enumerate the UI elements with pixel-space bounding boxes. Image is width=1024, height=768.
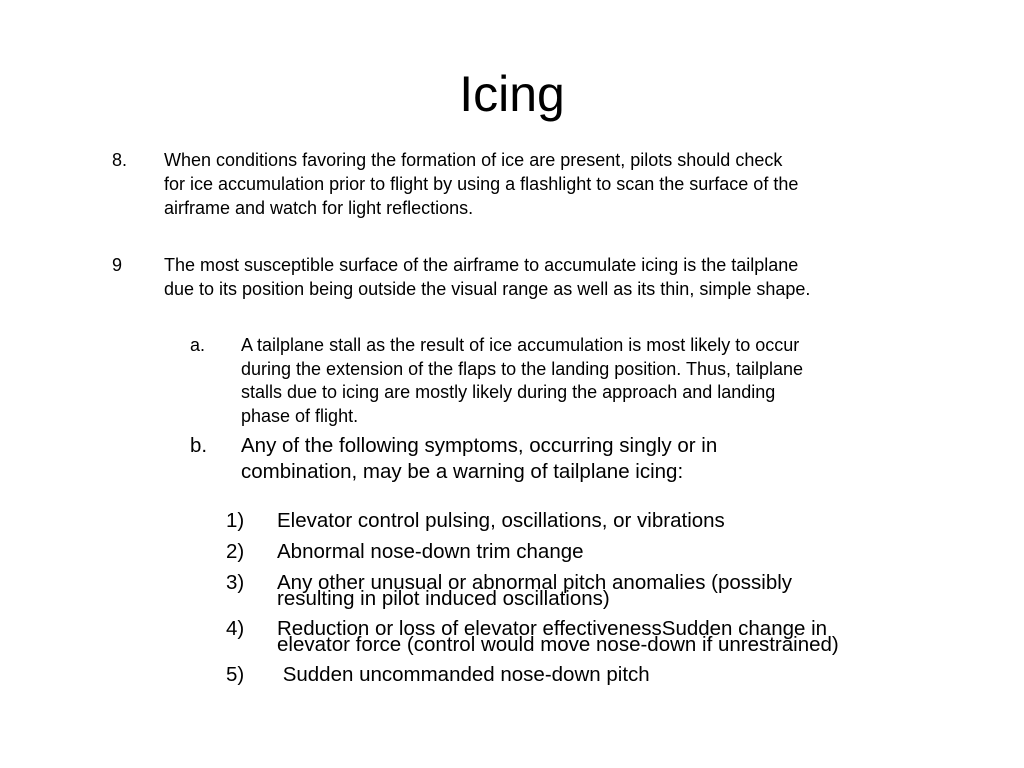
list-item-8 <box>112 148 992 224</box>
symptom-text: Any other unusual or abnormal pitch anomalies (possibly resulting in pilot induced oscillations) <box>277 571 793 610</box>
symptom-marker: 3) <box>226 571 245 594</box>
sub-item-text: A tailplane stall as the result of ice accumulation is most likely to occur during the extension of the flaps to the landing position. Thus, tailplane stalls due to icing are mostly likely during the approach and landing phase of flight. <box>241 335 804 426</box>
sub-item-text: Any of the following symptoms, occurring singly or in combination, may be a warning of tailplane icing: <box>241 434 718 483</box>
list-marker: 9 <box>112 255 123 275</box>
symptom-marker: 1) <box>226 509 245 532</box>
symptom-item-2 <box>226 540 986 566</box>
symptom-item-5 <box>226 663 986 689</box>
list-marker: 8. <box>112 150 128 170</box>
symptom-marker: 4) <box>226 617 245 640</box>
symptom-text: Reduction or loss of elevator effectivenessSudden change in elevator force (control would move nose-down if unrestrained) <box>277 617 839 656</box>
symptom-marker: 2) <box>226 540 245 563</box>
symptom-text: Elevator control pulsing, oscillations, or vibrations <box>277 509 725 532</box>
sub-item-a <box>190 334 990 430</box>
symptom-item-3 <box>226 571 986 611</box>
slide-title: Icing <box>459 66 565 122</box>
symptom-item-1 <box>226 509 986 535</box>
list-item-text: When conditions favoring the formation of ice are present, pilots should check for ice accumulation prior to flight by using a flashlight to scan the surface of the airframe and watch for light reflections. <box>164 150 799 218</box>
sub-item-marker: a. <box>190 335 206 355</box>
sub-item-marker: b. <box>190 434 208 457</box>
symptom-text: Abnormal nose-down trim change <box>277 540 584 563</box>
symptom-marker: 5) <box>226 663 245 686</box>
list-item-text: The most susceptible surface of the airframe to accumulate icing is the tailplane due to its position being outside the visual range as well as its thin, simple shape. <box>164 255 811 299</box>
sub-item-b <box>190 433 990 487</box>
list-item-9 <box>112 253 992 305</box>
symptom-text: Sudden uncommanded nose-down pitch <box>277 663 650 686</box>
symptom-item-4 <box>226 617 986 659</box>
